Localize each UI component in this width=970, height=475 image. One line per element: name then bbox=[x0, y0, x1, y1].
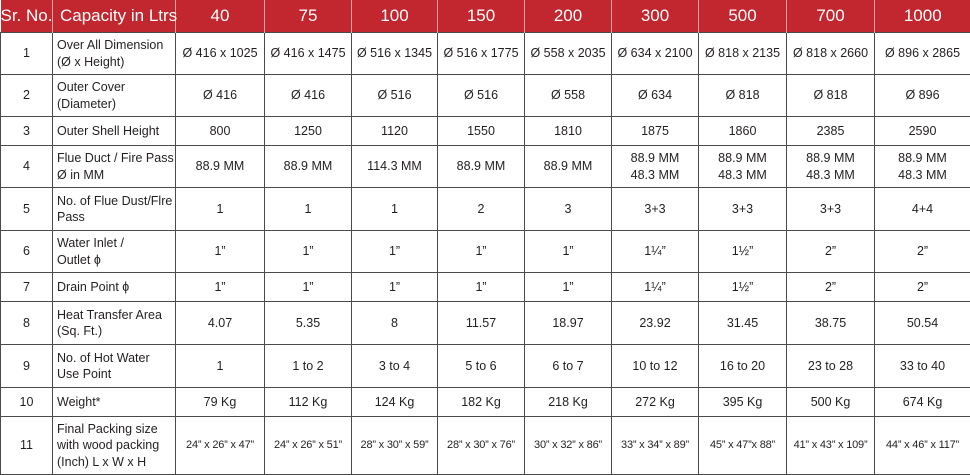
value-line: 88.9 MM bbox=[439, 158, 523, 174]
table-row bbox=[1, 417, 970, 475]
value-cell bbox=[612, 388, 699, 417]
value-cell bbox=[438, 117, 525, 146]
value-line: 1810 bbox=[526, 123, 610, 139]
sr-no-cell: 10 bbox=[1, 388, 53, 417]
value-line: 44” x 46” x 117” bbox=[876, 438, 969, 452]
sr-no-cell: 8 bbox=[1, 302, 53, 345]
value-line: 50.54 bbox=[876, 315, 969, 331]
value-line: 1875 bbox=[613, 123, 697, 139]
value-line: 48.3 MM bbox=[788, 167, 873, 183]
parameter-label-line: (Diameter) bbox=[57, 96, 174, 112]
capacity-header: Capacity in Ltrs bbox=[53, 0, 176, 33]
value-cell bbox=[787, 231, 875, 273]
value-line: Ø 558 x 2035 bbox=[526, 45, 610, 61]
value-line: 3+3 bbox=[700, 201, 785, 217]
value-cell bbox=[352, 231, 438, 273]
value-cell bbox=[699, 231, 787, 273]
value-cell bbox=[525, 302, 612, 345]
value-cell bbox=[787, 33, 875, 75]
value-line: 114.3 MM bbox=[353, 158, 436, 174]
value-cell bbox=[699, 417, 787, 475]
value-line: 182 Kg bbox=[439, 394, 523, 410]
value-cell bbox=[875, 75, 970, 117]
parameter-label-line: No. of Flue Dust/Flre bbox=[57, 193, 174, 209]
value-line: 88.9 MM bbox=[876, 150, 969, 166]
table-row bbox=[1, 273, 970, 302]
value-cell bbox=[176, 273, 265, 302]
value-line: 6 to 7 bbox=[526, 358, 610, 374]
value-line: 2 bbox=[439, 201, 523, 217]
value-cell bbox=[352, 417, 438, 475]
table-row bbox=[1, 75, 970, 117]
value-cell bbox=[525, 417, 612, 475]
table-header bbox=[1, 0, 970, 33]
value-cell bbox=[352, 33, 438, 75]
value-cell bbox=[265, 345, 352, 388]
parameter-label-line: Use Point bbox=[57, 366, 174, 382]
value-cell bbox=[352, 117, 438, 146]
parameter-cell bbox=[53, 231, 176, 273]
value-line: 45” x 47”x 88” bbox=[700, 438, 785, 452]
value-cell bbox=[438, 146, 525, 188]
value-line: 1120 bbox=[353, 123, 436, 139]
value-cell bbox=[525, 273, 612, 302]
value-line: 3+3 bbox=[613, 201, 697, 217]
value-line: Ø 416 x 1025 bbox=[177, 45, 263, 61]
parameter-cell bbox=[53, 345, 176, 388]
value-cell bbox=[438, 417, 525, 475]
value-line: 1250 bbox=[266, 123, 350, 139]
parameter-label-line: (Inch) L x W x H bbox=[57, 454, 174, 470]
value-cell bbox=[438, 388, 525, 417]
value-line: 1” bbox=[353, 279, 436, 295]
capacity-column-header: 150 bbox=[438, 0, 525, 33]
value-cell bbox=[525, 146, 612, 188]
value-line: Ø 896 bbox=[876, 87, 969, 103]
value-line: Ø 558 bbox=[526, 87, 610, 103]
value-cell bbox=[265, 75, 352, 117]
capacity-column-header: 700 bbox=[787, 0, 875, 33]
value-line: 16 to 20 bbox=[700, 358, 785, 374]
parameter-label-line: Over All Dimension bbox=[57, 37, 174, 53]
value-cell bbox=[787, 302, 875, 345]
value-cell bbox=[875, 117, 970, 146]
value-cell bbox=[612, 75, 699, 117]
value-cell bbox=[699, 75, 787, 117]
value-cell bbox=[265, 188, 352, 231]
value-line: 1” bbox=[526, 243, 610, 259]
parameter-label-line: Water Inlet / bbox=[57, 235, 174, 251]
value-line: 24” x 26” x 47” bbox=[177, 438, 263, 452]
value-cell bbox=[438, 188, 525, 231]
value-cell bbox=[525, 117, 612, 146]
value-line: 1 bbox=[177, 358, 263, 374]
parameter-label-line: Outer Shell Height bbox=[57, 123, 174, 139]
capacity-column-header: 200 bbox=[525, 0, 612, 33]
capacity-column-header: 300 bbox=[612, 0, 699, 33]
value-cell bbox=[787, 146, 875, 188]
value-line: 2” bbox=[876, 279, 969, 295]
value-line: 500 Kg bbox=[788, 394, 873, 410]
value-line: 2” bbox=[788, 243, 873, 259]
parameter-cell bbox=[53, 188, 176, 231]
value-line: 674 Kg bbox=[876, 394, 969, 410]
table-row bbox=[1, 33, 970, 75]
capacity-column-header: 40 bbox=[176, 0, 265, 33]
value-line: Ø 634 bbox=[613, 87, 697, 103]
value-cell bbox=[438, 273, 525, 302]
value-line: 124 Kg bbox=[353, 394, 436, 410]
sr-no-cell: 2 bbox=[1, 75, 53, 117]
value-cell bbox=[875, 273, 970, 302]
sr-no-cell: 6 bbox=[1, 231, 53, 273]
value-cell bbox=[612, 417, 699, 475]
value-cell bbox=[525, 188, 612, 231]
value-cell bbox=[265, 302, 352, 345]
value-line: Ø 516 x 1345 bbox=[353, 45, 436, 61]
value-line: Ø 818 x 2660 bbox=[788, 45, 873, 61]
capacity-column-header: 500 bbox=[699, 0, 787, 33]
value-line: 1” bbox=[266, 243, 350, 259]
value-line: 4.07 bbox=[177, 315, 263, 331]
value-cell bbox=[176, 188, 265, 231]
value-cell bbox=[699, 146, 787, 188]
parameter-label-line: Outer Cover bbox=[57, 79, 174, 95]
value-cell bbox=[787, 117, 875, 146]
table-row bbox=[1, 302, 970, 345]
value-cell bbox=[875, 188, 970, 231]
value-line: 1 to 2 bbox=[266, 358, 350, 374]
parameter-cell bbox=[53, 33, 176, 75]
value-line: 88.9 MM bbox=[526, 158, 610, 174]
parameter-label-line: with wood packing bbox=[57, 437, 174, 453]
value-line: 2” bbox=[788, 279, 873, 295]
value-line: 1” bbox=[353, 243, 436, 259]
parameter-label-line: (Sq. Ft.) bbox=[57, 323, 174, 339]
value-line: 23.92 bbox=[613, 315, 697, 331]
value-cell bbox=[352, 345, 438, 388]
value-line: 1” bbox=[177, 279, 263, 295]
value-line: 88.9 MM bbox=[700, 150, 785, 166]
value-cell bbox=[352, 188, 438, 231]
value-cell bbox=[875, 231, 970, 273]
table-row bbox=[1, 231, 970, 273]
sr-no-cell: 1 bbox=[1, 33, 53, 75]
value-cell bbox=[612, 33, 699, 75]
capacity-column-header: 100 bbox=[352, 0, 438, 33]
value-line: 3+3 bbox=[788, 201, 873, 217]
parameter-label-line: (Ø x Height) bbox=[57, 54, 174, 70]
value-line: 2590 bbox=[876, 123, 969, 139]
value-cell bbox=[176, 388, 265, 417]
value-line: 218 Kg bbox=[526, 394, 610, 410]
value-cell bbox=[176, 345, 265, 388]
value-line: 33 to 40 bbox=[876, 358, 969, 374]
value-line: 11.57 bbox=[439, 315, 523, 331]
table-row bbox=[1, 188, 970, 231]
value-cell bbox=[525, 345, 612, 388]
value-cell bbox=[699, 188, 787, 231]
sr-no-cell: 7 bbox=[1, 273, 53, 302]
value-line: 24” x 26” x 51” bbox=[266, 438, 350, 452]
value-cell bbox=[875, 33, 970, 75]
value-line: 5 to 6 bbox=[439, 358, 523, 374]
value-line: Ø 416 bbox=[177, 87, 263, 103]
value-line: Ø 416 x 1475 bbox=[266, 45, 350, 61]
value-cell bbox=[525, 75, 612, 117]
value-cell bbox=[612, 117, 699, 146]
value-cell bbox=[438, 75, 525, 117]
sr-no-cell: 9 bbox=[1, 345, 53, 388]
value-line: 1” bbox=[266, 279, 350, 295]
value-cell bbox=[787, 273, 875, 302]
value-line: 1” bbox=[439, 279, 523, 295]
sr-no-cell: 4 bbox=[1, 146, 53, 188]
value-cell bbox=[265, 417, 352, 475]
parameter-label-line: Flue Duct / Fire Pass bbox=[57, 150, 174, 166]
parameter-cell bbox=[53, 388, 176, 417]
value-cell bbox=[612, 188, 699, 231]
value-line: Ø 416 bbox=[266, 87, 350, 103]
value-cell bbox=[265, 273, 352, 302]
table-row bbox=[1, 146, 970, 188]
parameter-cell bbox=[53, 75, 176, 117]
value-cell bbox=[352, 302, 438, 345]
value-cell bbox=[176, 117, 265, 146]
value-line: 2385 bbox=[788, 123, 873, 139]
value-line: 28” x 30” x 59” bbox=[353, 438, 436, 452]
parameter-cell bbox=[53, 117, 176, 146]
value-line: 41” x 43” x 109” bbox=[788, 438, 873, 452]
value-line: 4+4 bbox=[876, 201, 969, 217]
value-cell bbox=[699, 33, 787, 75]
value-cell bbox=[352, 146, 438, 188]
value-cell bbox=[787, 75, 875, 117]
value-line: 88.9 MM bbox=[266, 158, 350, 174]
value-cell bbox=[612, 146, 699, 188]
value-line: 88.9 MM bbox=[788, 150, 873, 166]
capacity-column-header: 75 bbox=[265, 0, 352, 33]
value-cell bbox=[438, 231, 525, 273]
parameter-label-line: Weight* bbox=[57, 394, 174, 410]
parameter-label-line: Heat Transfer Area bbox=[57, 307, 174, 323]
value-cell bbox=[176, 146, 265, 188]
value-cell bbox=[875, 388, 970, 417]
value-cell bbox=[176, 302, 265, 345]
value-line: Ø 818 bbox=[788, 87, 873, 103]
value-line: 3 bbox=[526, 201, 610, 217]
value-cell bbox=[699, 302, 787, 345]
value-line: 88.9 MM bbox=[613, 150, 697, 166]
value-cell bbox=[176, 231, 265, 273]
parameter-label-line: Outlet ɸ bbox=[57, 252, 174, 268]
parameter-label-line: Drain Point ɸ bbox=[57, 279, 174, 295]
parameter-cell bbox=[53, 146, 176, 188]
value-cell bbox=[612, 273, 699, 302]
value-line: 1½” bbox=[700, 279, 785, 295]
value-line: 1¼” bbox=[613, 243, 697, 259]
value-cell bbox=[787, 388, 875, 417]
value-cell bbox=[352, 273, 438, 302]
table-row bbox=[1, 117, 970, 146]
value-line: 1 bbox=[177, 201, 263, 217]
value-line: 48.3 MM bbox=[700, 167, 785, 183]
value-cell bbox=[265, 33, 352, 75]
value-line: 8 bbox=[353, 315, 436, 331]
value-line: 79 Kg bbox=[177, 394, 263, 410]
value-cell bbox=[875, 345, 970, 388]
value-line: 28” x 30” x 76” bbox=[439, 438, 523, 452]
table-row bbox=[1, 345, 970, 388]
value-cell bbox=[438, 33, 525, 75]
value-cell bbox=[612, 345, 699, 388]
value-cell bbox=[787, 417, 875, 475]
value-cell bbox=[787, 345, 875, 388]
value-cell bbox=[176, 75, 265, 117]
value-line: 38.75 bbox=[788, 315, 873, 331]
value-cell bbox=[525, 231, 612, 273]
parameter-label-line: Ø in MM bbox=[57, 167, 174, 183]
value-line: 1 bbox=[266, 201, 350, 217]
value-cell bbox=[525, 388, 612, 417]
value-cell bbox=[438, 302, 525, 345]
value-line: 33” x 34” x 89” bbox=[613, 438, 697, 452]
value-line: 1860 bbox=[700, 123, 785, 139]
value-line: 31.45 bbox=[700, 315, 785, 331]
value-cell bbox=[699, 273, 787, 302]
value-line: 18.97 bbox=[526, 315, 610, 331]
value-cell bbox=[176, 33, 265, 75]
value-line: 3 to 4 bbox=[353, 358, 436, 374]
value-line: 1 bbox=[353, 201, 436, 217]
parameter-cell bbox=[53, 302, 176, 345]
value-line: 1½” bbox=[700, 243, 785, 259]
value-cell bbox=[787, 188, 875, 231]
value-cell bbox=[612, 231, 699, 273]
value-cell bbox=[699, 117, 787, 146]
sr-no-cell: 3 bbox=[1, 117, 53, 146]
value-cell bbox=[176, 417, 265, 475]
value-cell bbox=[352, 75, 438, 117]
value-line: Ø 516 bbox=[439, 87, 523, 103]
parameter-cell bbox=[53, 273, 176, 302]
value-line: 1” bbox=[439, 243, 523, 259]
value-line: 23 to 28 bbox=[788, 358, 873, 374]
value-line: 48.3 MM bbox=[876, 167, 969, 183]
value-cell bbox=[875, 302, 970, 345]
value-cell bbox=[525, 33, 612, 75]
value-line: 2” bbox=[876, 243, 969, 259]
parameter-label-line: No. of Hot Water bbox=[57, 350, 174, 366]
value-cell bbox=[265, 231, 352, 273]
capacity-column-header: 1000 bbox=[875, 0, 970, 33]
value-cell bbox=[875, 146, 970, 188]
parameter-cell bbox=[53, 417, 176, 475]
value-cell bbox=[699, 388, 787, 417]
table-row bbox=[1, 388, 970, 417]
value-line: 30” x 32” x 86” bbox=[526, 438, 610, 452]
value-line: 395 Kg bbox=[700, 394, 785, 410]
sr-no-cell: 5 bbox=[1, 188, 53, 231]
value-cell bbox=[265, 117, 352, 146]
value-line: Ø 516 bbox=[353, 87, 436, 103]
value-line: 1¼” bbox=[613, 279, 697, 295]
value-line: 88.9 MM bbox=[177, 158, 263, 174]
sr-no-header: Sr. No. bbox=[1, 0, 53, 33]
value-line: 1” bbox=[526, 279, 610, 295]
parameter-label-line: Pass bbox=[57, 209, 174, 225]
value-line: Ø 818 bbox=[700, 87, 785, 103]
value-cell bbox=[352, 388, 438, 417]
value-line: 272 Kg bbox=[613, 394, 697, 410]
value-line: 10 to 12 bbox=[613, 358, 697, 374]
value-cell bbox=[699, 345, 787, 388]
value-line: 1” bbox=[177, 243, 263, 259]
value-cell bbox=[265, 388, 352, 417]
value-line: 112 Kg bbox=[266, 394, 350, 410]
header-row bbox=[1, 0, 970, 33]
value-cell bbox=[265, 146, 352, 188]
value-line: 5.35 bbox=[266, 315, 350, 331]
table-body bbox=[1, 33, 970, 475]
value-line: Ø 818 x 2135 bbox=[700, 45, 785, 61]
value-line: 1550 bbox=[439, 123, 523, 139]
value-cell bbox=[438, 345, 525, 388]
value-line: Ø 634 x 2100 bbox=[613, 45, 697, 61]
value-line: Ø 896 x 2865 bbox=[876, 45, 969, 61]
sr-no-cell: 11 bbox=[1, 417, 53, 475]
value-line: 800 bbox=[177, 123, 263, 139]
value-line: Ø 516 x 1775 bbox=[439, 45, 523, 61]
value-cell bbox=[875, 417, 970, 475]
parameter-label-line: Final Packing size bbox=[57, 421, 174, 437]
value-line: 48.3 MM bbox=[613, 167, 697, 183]
value-cell bbox=[612, 302, 699, 345]
